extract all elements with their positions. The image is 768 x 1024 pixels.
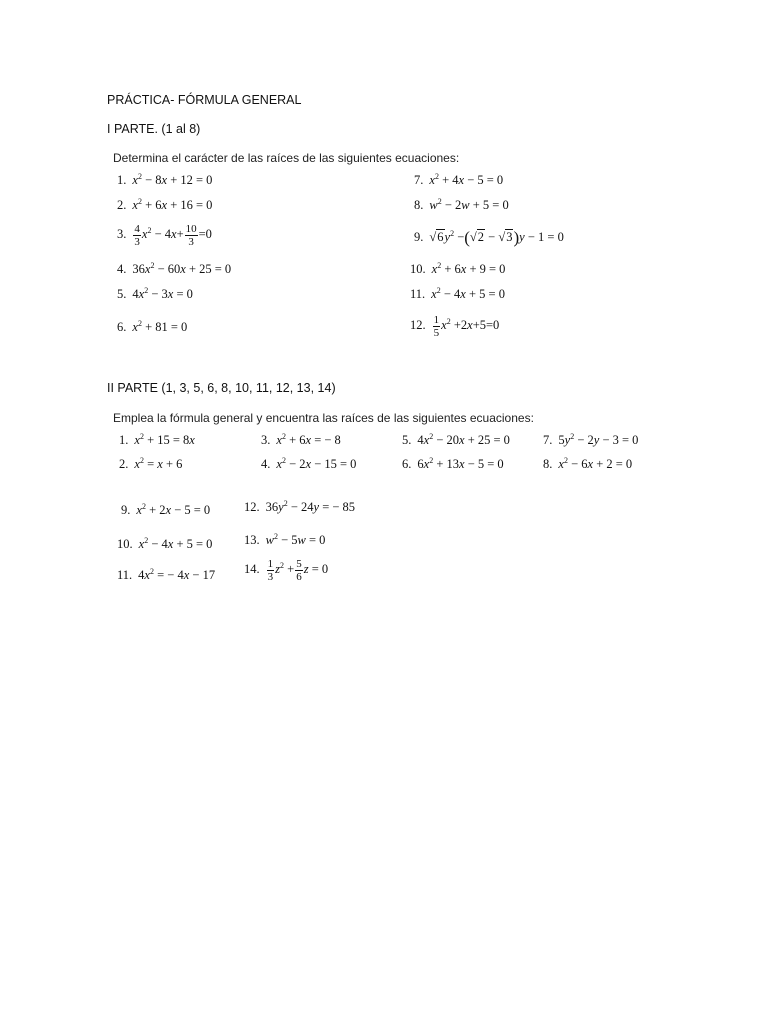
part2-item-13: 13. $w^2 - 5w = 0$ [244, 532, 326, 547]
part2-instruction: Emplea la fórmula general y encuentra las raíces de las siguientes ecuaciones: [113, 411, 534, 425]
part2-item-7: 7. $5y^2 - 2y - 3 = 0$ [543, 432, 639, 447]
part2-heading: II PARTE (1, 3, 5, 6, 8, 10, 11, 12, 13, 14) [107, 381, 336, 395]
part2-item-1: 1. $x^2 + 15 = 8x$ [119, 432, 195, 447]
part1-item-10: 10. $x^2 + 6x + 9 = 0$ [410, 261, 506, 276]
part2-item-10: 10. $x^2 - 4x + 5 = 0$ [117, 536, 213, 551]
page-title: PRÁCTICA- FÓRMULA GENERAL [107, 93, 302, 107]
part1-item-9: 9. $√6y^2 -(√2 - √3)y - 1 = 0$ [414, 228, 564, 247]
part1-item-12: 12. $\frac{1}{5}$ $x^2 +2x+5=0$ [410, 314, 500, 339]
part2-item-9: 9. $x^2 + 2x - 5 = 0$ [121, 502, 211, 517]
part2-item-11: 11. $4x^2$ = − 4x − 17 [117, 567, 216, 582]
part2-item-14: 14. $\frac{1}{3}$ $z^2$ + $\frac{5}{6}$ z = 0 [244, 558, 329, 583]
part1-item-1: 1. $x^2 - 8x + 12 = 0$ [117, 172, 213, 187]
part1-instruction: Determina el carácter de las raíces de las siguientes ecuaciones: [113, 151, 460, 165]
part1-item-11: 11. $x^2 - 4x + 5 = 0$ [410, 286, 505, 301]
part1-item-6: 6. $x^2 + 81 = 0$ [117, 319, 188, 334]
part1-item-2: 2. $x^2 + 6x + 16 = 0$ [117, 197, 213, 212]
part1-item-8: 8. $w^2 - 2w + 5 = 0$ [414, 197, 509, 212]
part2-item-4: 4. $x^2 - 2x - 15 = 0$ [261, 456, 357, 471]
part2-item-8: 8. $x^2 - 6x + 2 = 0$ [543, 456, 633, 471]
part2-item-2: 2. $x^2 = x + 6$ [119, 456, 183, 471]
part2-item-5: 5. $4x^2 - 20x + 25 = 0$ [402, 432, 510, 447]
part2-item-6: 6. $6x^2 + 13x - 5 = 0$ [402, 456, 504, 471]
part1-heading: I PARTE. (1 al 8) [107, 122, 201, 136]
part1-item-7: 7. $x^2 + 4x - 5 = 0$ [414, 172, 504, 187]
part1-item-5: 5. $4x^2 - 3x = 0$ [117, 286, 193, 301]
part1-item-3: 3. $\frac{4}{3}$ $x^2 - 4x+$ $\frac{10}{3}$ =0 [117, 223, 212, 248]
part1-item-4: 4. $36x^2 - 60x + 25 = 0$ [117, 261, 232, 276]
part2-item-3: 3. $x^2 + 6x$ = − 8 [261, 432, 341, 447]
part2-item-12: 12. $36y^2 - 24y$ = − 85 [244, 499, 356, 514]
